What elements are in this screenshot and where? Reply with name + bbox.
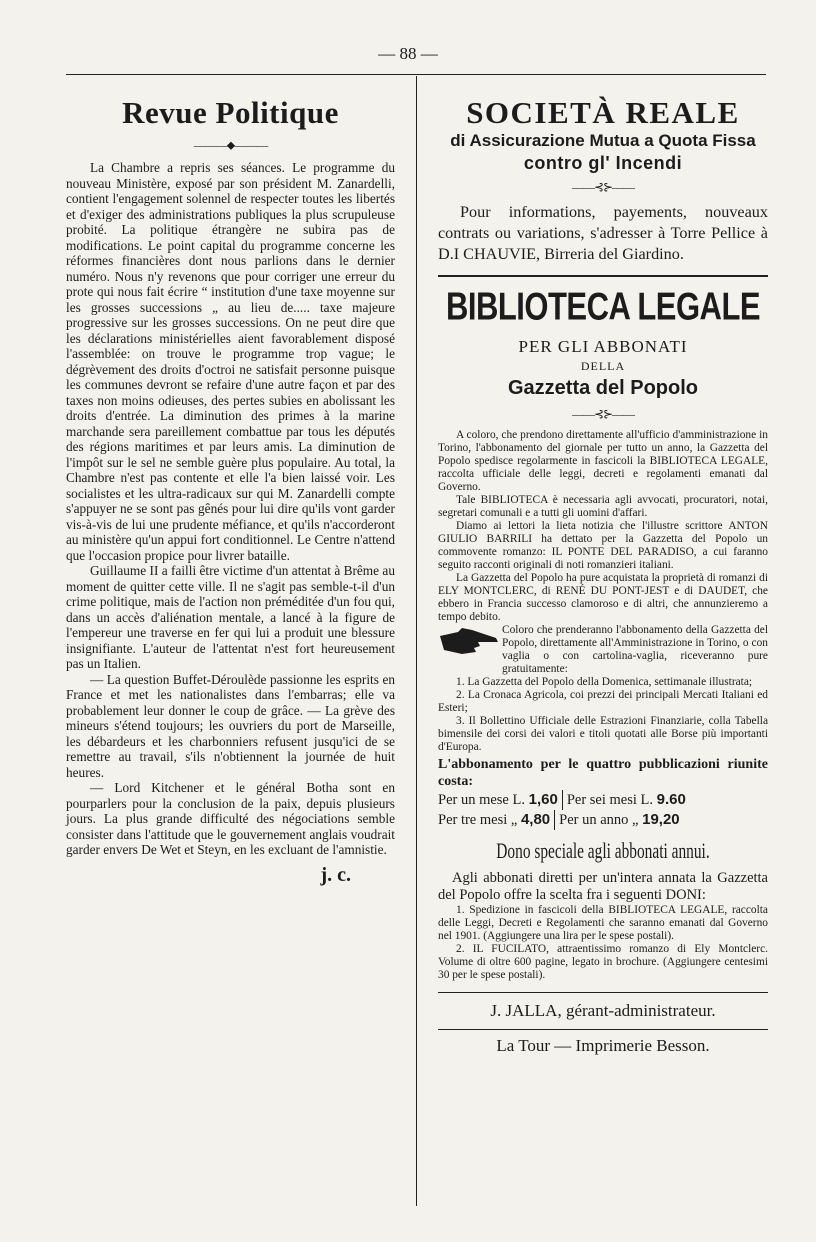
dono-item-2: 2. IL FUCILATO, attraentissimo romanzo di Ely Montclerc. Volume di oltre 600 pagine, legato in brochure. (Aggiungere centesimi 30 per le spese postali). [438, 943, 768, 981]
price-value-month: 1,60 [528, 791, 558, 808]
abbonamento-text [438, 756, 768, 790]
gerant-line: J. JALLA, gérant-administrateur. [438, 992, 768, 1021]
societa-info: Pour informations, payements, nouveaux contrats ou variations, s'adresser à Torre Pellice à D.I CHAUVIE, Birreria del Giardino. [438, 203, 768, 263]
price-value-year: 19,20 [642, 811, 680, 828]
biblioteca-legale-title: BIBLIOTECA LEGALE [445, 284, 761, 329]
gift-item-2: 2. La Cronaca Agricola, coi prezzi dei principali Mercati Italiani ed Esteri; [438, 689, 768, 714]
column-divider [416, 76, 417, 1206]
gift-item-1: 1. La Gazzetta del Popolo della Domenica, settimanale illustrata; [456, 676, 753, 688]
price-label-month: Per un mese L. [438, 792, 525, 808]
ad-separator [438, 275, 768, 277]
article-paragraph-3: — La question Buffet-Déroulède passionne les esprits en France et met les nationalistes dans l'embarras; elle va probablement leur donner le coup de grâce. — La grève des mineurs s'étend toujours; les ouvriers du port de Marseille, les débardeurs et les charbonniers refusent jusqu'ici de se remettre au travail, s'ils n'obtiennent la journée de huit heures. [66, 671, 395, 780]
price-label-three-months: Per tre mesi „ [438, 812, 518, 828]
biblioteca-paragraph-3: Diamo ai lettori la lieta notizia che l'illustre scrittore ANTON GIULIO BARRILI ha dettato per la Gazzetta del Popolo un commovente romanzo: IL PONTE DEL PARADISO, a cui faranno seguito racconti originali di noti romanzieri italiani. [438, 520, 768, 571]
price-separator [554, 810, 555, 830]
article-paragraph-4: — Lord Kitchener et le général Botha sont en pourparlers pour la conclusion de la paix, depuis plusieurs jours. La plus grande difficulté des négociations semble consister dans l'attitude que le gouvernement anglais voudrait garder envers De Wet et Steyn, en les excluant de l'amnistie. [66, 780, 395, 857]
dono-intro: Agli abbonati diretti per un'intera annata la Gazzetta del Popolo offre la scelta fra i seguenti DONI: [438, 870, 768, 903]
top-rule [66, 74, 766, 75]
biblioteca-paragraph-4: La Gazzetta del Popolo ha pure acquistata la proprietà di romanzi di ELY MONTCLERC, di RENÉ DU PONT-JEST e di DAUDET, che ebbero in Francia successo clamoroso e di altri, che annunzieremo a tempo debito. [438, 572, 768, 623]
revue-politique-title: Revue Politique [122, 95, 339, 130]
price-label-six-months: Per sei mesi L. [566, 792, 653, 808]
gift-item-3: 3. Il Bollettino Ufficiale delle Estrazioni Finanziarie, colla Tabella bimensile dei corsi dei valori e titoli quotati alle Borse più importanti d'Europa. [438, 715, 768, 753]
pointing-hand-notice [438, 624, 768, 676]
price-row-2 [438, 810, 768, 830]
price-value-three-months: 4,80 [520, 811, 551, 828]
title-ornament: ———⬥——— [193, 138, 268, 152]
price-row-1 [438, 790, 768, 810]
biblioteca-paragraph-1: A coloro, che prendono direttamente all'ufficio d'amministrazione in Torino, l'abbonamento del giornale per tutto un anno, la Gazzetta del Popolo spedisce regolarmente in fascicoli la BIBLIOTECA LEGALE, raccolta ufficiale delle leggi, decreti e regolamenti emanati dal Governo. [438, 429, 768, 493]
hand-paragraph: Coloro che prenderanno l'abbonamento della Gazzetta del Popolo, direttamente all'Amministrazione in Torino, o con vaglia o con cartolina-vaglia, riceveranno pure gratuitamente: [502, 624, 768, 675]
pointing-hand-icon [438, 626, 502, 656]
right-column [438, 94, 768, 1056]
page-number: — 88 — [378, 44, 438, 63]
dono-item-1: 1. Spedizione in fascicoli della BIBLIOTECA LEGALE, raccolta delle Leggi, Decreti e Regolamenti che saranno emanati dal Governo nel 1901. (Aggiungere una lira per le spese postali). [438, 904, 768, 942]
article-signature: j. c. [320, 863, 351, 886]
price-value-six-months: 9.60 [656, 791, 686, 808]
societa-ornament: ——⊰⊱—— [571, 180, 635, 194]
left-column [66, 94, 395, 887]
biblioteca-paragraph-2: Tale BIBLIOTECA è necessaria agli avvocati, procuratori, notai, segretari comunali e a tutti gli uomini d'affari. [438, 494, 768, 519]
article-paragraph-2: Guillaume II a failli être victime d'un attentat à Brême au moment de quitter cette ville. Il ne s'agit pas semble-t-il d'un crime politique, mais de l'action non préméditée d'un fou qui, dans un accès d'aliénation mentale, a lancé à la figure de l'empereur une traverse en fer qui lui a produit une blessure insignifiante. L'auteur de l'attentat n'est fort heureusement pas un Italien. [66, 563, 395, 671]
price-label-year: Per un anno „ [559, 812, 639, 828]
article-paragraph-1: La Chambre a repris ses séances. Le programme du nouveau Ministère, exposé par son président M. Zanardelli, contient l'engagement solennel de respecter toutes les libertés et d'exiger des administrations publiques la plus scrupuleuse probité. La politique étrangère ne subira pas de modifications. Le point capital du programme concerne les réformes financières dont nous parlions dans le dernier numéro. Nous n'y revenons que pour corriger une erreur du prote qui nous fait écrire “ institution d'une taxe moyenne sur les grosses successions „ au lieu de..... taxe majeure progressive sur les grosses successions. On ne peut dire que les déclarations ministérielles aient favorablement disposé l'assemblée: on trouve le programme trop vague; le dégrèvement des droits d'octroi ne satisfait personne puisque les communes devront se refaire d'une autre façon et par des taxes non moins odieuses, des pertes subies en abolissant les droits d'entrée. La diminution des primes à la marine marchande sera pareillement combattue par tous les députés des régions maritimes et par leurs amis. La diminution de l'impôt sur le sel ne semble guère plus populaire. Au total, la Chambre n'est pas contente et elle l'a bien laissé voir. Les socialistes et les ultra-radicaux sur qui M. Zanardelli compte s'appuyer ne se sont pas gênés pour lui dire qu'ils vont garder vis-à-vis de lui une prudente méfiance, et qu'ils n'accorderont au ministère qu'un appui fort conditionnel. Le Centre n'attend que l'occasion propice pour livrer bataille. [66, 160, 395, 563]
imprimerie-line: La Tour — Imprimerie Besson. [438, 1029, 768, 1056]
societa-subtitle: di Assicurazione Mutua a Quota Fissa [450, 131, 756, 150]
price-separator [562, 790, 563, 810]
societa-incendi: contro gl' Incendi [523, 153, 683, 173]
biblioteca-ornament: ——⊰⊱—— [571, 407, 635, 421]
biblioteca-subtitle: PER GLI ABBONATI [518, 337, 688, 356]
dono-speciale-title: Dono speciale agli abbonati annui. [496, 838, 710, 863]
societa-reale-title: SOCIETÀ REALE [466, 95, 740, 130]
biblioteca-della: DELLA [580, 359, 626, 373]
abbonamento-text-content: L'abbonamento per le quattro pubblicazioni riunite costa: [438, 757, 768, 789]
gazzetta-del-popolo-title: Gazzetta del Popolo [507, 377, 699, 399]
